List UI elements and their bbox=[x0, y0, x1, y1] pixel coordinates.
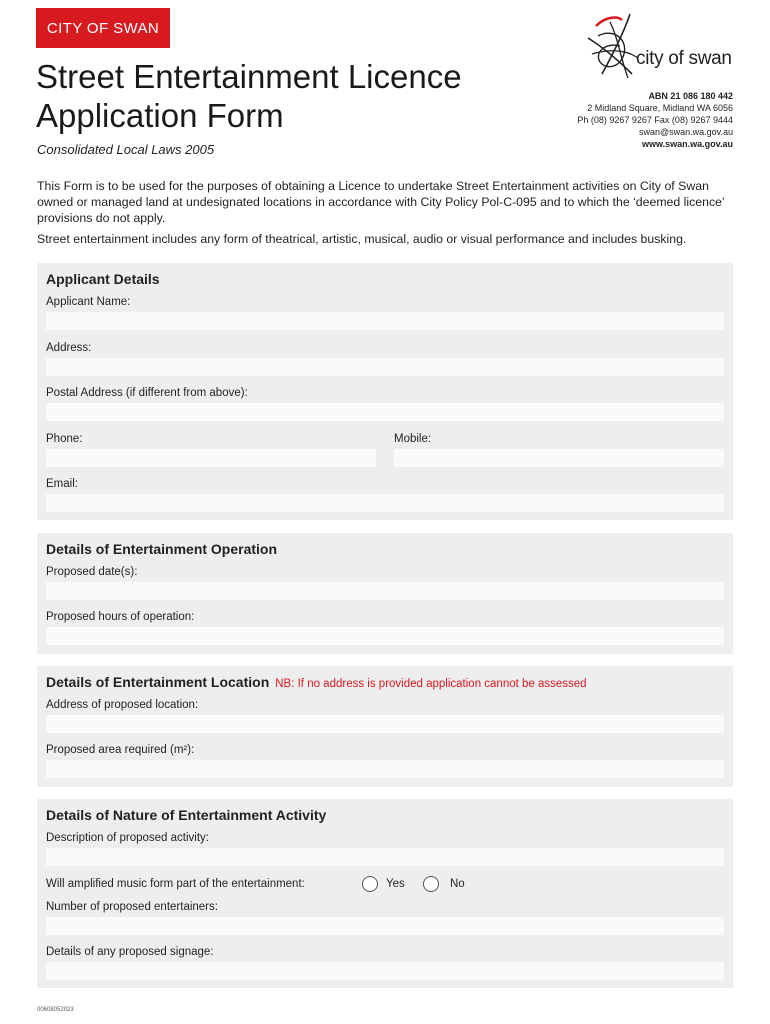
mobile-label: Mobile: bbox=[394, 433, 432, 445]
location-note: NB: If no address is provided application cannot be assessed bbox=[275, 678, 587, 690]
activity-description-field[interactable] bbox=[46, 848, 724, 866]
proposed-location-field[interactable] bbox=[46, 715, 724, 733]
amplified-music-label: Will amplified music form part of the entertainment: bbox=[46, 878, 305, 890]
proposed-dates-label: Proposed date(s): bbox=[46, 566, 138, 578]
intro-paragraph-2: Street entertainment includes any form of theatrical, artistic, musical, audio or visual performance and includes busking. bbox=[37, 232, 687, 246]
proposed-area-field[interactable] bbox=[46, 760, 724, 778]
applicant-name-label: Applicant Name: bbox=[46, 296, 131, 308]
music-no-radio[interactable] bbox=[423, 876, 439, 892]
title-line-1: Street Entertainment Licence bbox=[36, 58, 462, 95]
applicant-name-field[interactable] bbox=[46, 312, 724, 330]
proposed-hours-field[interactable] bbox=[46, 627, 724, 645]
contact-block bbox=[577, 90, 733, 150]
proposed-location-label: Address of proposed location: bbox=[46, 699, 199, 711]
city-of-swan-logo bbox=[584, 8, 736, 88]
section-heading-text: Details of Entertainment Location bbox=[46, 674, 270, 690]
email-field[interactable] bbox=[46, 494, 724, 512]
subtitle: Consolidated Local Laws 2005 bbox=[37, 142, 215, 157]
mobile-field[interactable] bbox=[394, 449, 724, 467]
phone-label: Phone: bbox=[46, 433, 83, 445]
address-label: Address: bbox=[46, 342, 92, 354]
entertainment-operation-section bbox=[37, 533, 733, 654]
contact-email: swan@swan.wa.gov.au bbox=[638, 127, 733, 137]
page-title bbox=[36, 57, 462, 135]
title-line-2: Application Form bbox=[36, 97, 284, 134]
music-no-label: No bbox=[450, 878, 465, 890]
postal-address-field[interactable] bbox=[46, 403, 724, 421]
proposed-dates-field[interactable] bbox=[46, 582, 724, 600]
entertainment-location-section bbox=[37, 666, 733, 787]
website: www.swan.wa.gov.au bbox=[641, 139, 733, 149]
proposed-area-label: Proposed area required (m²): bbox=[46, 744, 195, 756]
form-code: 00608052023 bbox=[37, 1007, 74, 1013]
section-heading: Applicant Details bbox=[46, 271, 160, 287]
org-tag: CITY OF SWAN bbox=[36, 8, 170, 48]
entertainers-count-field[interactable] bbox=[46, 917, 724, 935]
postal-address: 2 Midland Square, Midland WA 6056 bbox=[587, 103, 733, 113]
phone-field[interactable] bbox=[46, 449, 376, 467]
section-heading bbox=[46, 674, 587, 690]
address-field[interactable] bbox=[46, 358, 724, 376]
logo-wordmark: city of swan bbox=[636, 48, 732, 69]
abn: ABN 21 086 180 442 bbox=[648, 91, 733, 101]
music-yes-label: Yes bbox=[386, 878, 405, 890]
section-heading: Details of Nature of Entertainment Activity bbox=[46, 807, 327, 823]
section-heading: Details of Entertainment Operation bbox=[46, 541, 278, 557]
signage-field[interactable] bbox=[46, 962, 724, 980]
intro-text bbox=[37, 178, 737, 252]
intro-paragraph-1: This Form is to be used for the purposes of obtaining a Licence to undertake Street Entertainment activities on City of Swan owned or managed land at undesignated locations in accordance with City Policy Pol-C-095 and to which the ‘deemed licence’ provisions do not apply. bbox=[37, 179, 725, 225]
entertainers-count-label: Number of proposed entertainers: bbox=[46, 901, 218, 913]
activity-description-label: Description of proposed activity: bbox=[46, 832, 209, 844]
email-label: Email: bbox=[46, 478, 78, 490]
postal-address-label: Postal Address (if different from above): bbox=[46, 387, 248, 399]
entertainment-activity-section bbox=[37, 799, 733, 988]
proposed-hours-label: Proposed hours of operation: bbox=[46, 611, 195, 623]
signage-label: Details of any proposed signage: bbox=[46, 946, 214, 958]
music-yes-radio[interactable] bbox=[362, 876, 378, 892]
applicant-details-section bbox=[37, 263, 733, 520]
phone-fax: Ph (08) 9267 9267 Fax (08) 9267 9444 bbox=[577, 115, 733, 125]
